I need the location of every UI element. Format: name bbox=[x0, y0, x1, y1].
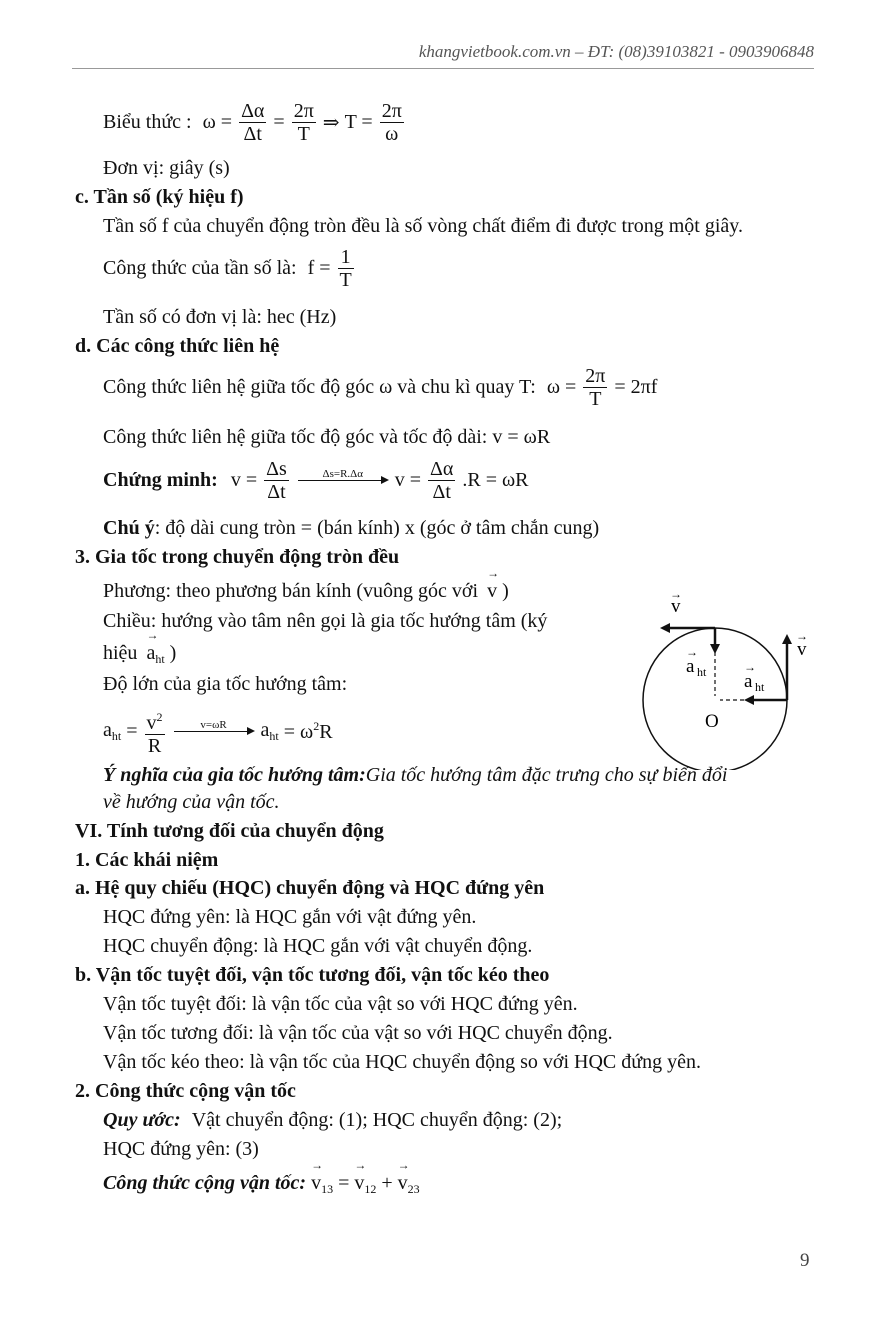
fraction-2pi-T: $\frac{2\pi}{T}$ bbox=[293, 100, 314, 145]
proof-label: Chứng minh: bbox=[103, 469, 218, 491]
T-equals: T = bbox=[344, 111, 373, 133]
page-number: 9 bbox=[800, 1250, 810, 1271]
svg-text:→: → bbox=[686, 645, 698, 659]
v-label-top: v bbox=[671, 596, 681, 617]
equals-sign: = bbox=[220, 111, 233, 133]
v-equals: v = bbox=[394, 469, 422, 491]
unit-line: Đơn vị: giây (s) bbox=[103, 157, 230, 179]
fraction-1-T: $\frac{1}{T}$ bbox=[339, 246, 352, 291]
note-label: Chú ý bbox=[103, 517, 155, 539]
convention-line-2: HQC đứng yên: (3) bbox=[103, 1138, 259, 1160]
meaning-label: Ý nghĩa của gia tốc hướng tâm: bbox=[103, 764, 366, 786]
r-omega-result: .R = ωR bbox=[462, 469, 529, 491]
substitution-arrow: Δs=R.Δα bbox=[298, 468, 388, 493]
relation-label: Công thức liên hệ giữa tốc độ góc và tốc độ dài: bbox=[103, 426, 488, 448]
frequency-formula bbox=[103, 246, 356, 291]
v-label-right: v bbox=[797, 639, 807, 660]
section-3-heading: 3. Gia tốc trong chuyển động tròn đều bbox=[75, 546, 400, 568]
orientation-line-2: hiệu → $a_{ht}$ ) bbox=[103, 642, 176, 667]
fraction-2pi-T: $\frac{2\pi}{T}$ bbox=[585, 365, 606, 410]
relative-velocity-definition: Vận tốc tương đối: là vận tốc của vật so với HQC chuyển động. bbox=[103, 1022, 613, 1044]
relation-label: Công thức liên hệ giữa tốc độ góc ω và chu kì quay T: bbox=[103, 376, 536, 398]
section-b-heading: b. Vận tốc tuyệt đối, vận tốc tương đối, vận tốc kéo theo bbox=[75, 964, 550, 986]
center-label: O bbox=[705, 711, 719, 732]
centripetal-diagram bbox=[640, 590, 820, 770]
formula-label: Công thức của tần số là: bbox=[103, 257, 297, 279]
section-c-heading: c. Tần số (ký hiệu f) bbox=[75, 186, 244, 208]
frame-moving-definition: HQC chuyển động: là HQC gắn với vật chuyển động. bbox=[103, 935, 533, 957]
fraction-ds-dt: $\frac{\Delta s}{\Delta t}$ bbox=[266, 458, 287, 503]
omega-v-relation bbox=[103, 426, 550, 449]
omega-symbol: ω bbox=[202, 111, 216, 133]
note-line bbox=[103, 517, 599, 540]
a-label-right: a bbox=[744, 671, 753, 692]
f-equals: f = bbox=[307, 257, 331, 279]
section-2-heading: 2. Công thức cộng vận tốc bbox=[75, 1080, 296, 1102]
orientation-line-1: Chiều: hướng vào tâm nên gọi là gia tốc hướng tâm (ký bbox=[103, 610, 548, 632]
two-pi-f: = 2πf bbox=[614, 376, 658, 398]
svg-text:→: → bbox=[670, 590, 682, 601]
period-formula bbox=[103, 100, 406, 145]
section-d-heading: d. Các công thức liên hệ bbox=[75, 335, 280, 357]
implies-sign: ⇒ bbox=[322, 112, 340, 134]
formula-label: Công thức cộng vận tốc: bbox=[103, 1172, 307, 1194]
direction-line: Phương: theo phương bán kính (vuông góc với → v ) bbox=[103, 580, 509, 603]
equals-sign: = bbox=[273, 111, 285, 133]
section-1-heading: 1. Các khái niệm bbox=[75, 849, 219, 871]
note-text: : độ dài cung tròn = (bán kính) x (góc ở tâm chắn cung) bbox=[154, 517, 600, 539]
v-vector: → v bbox=[487, 580, 497, 603]
a-vector: → a bbox=[146, 642, 155, 665]
v-equals: v = bbox=[230, 469, 258, 491]
svg-text:→: → bbox=[796, 629, 808, 643]
drag-velocity-definition: Vận tốc kéo theo: là vận tốc của HQC chuyển động so với HQC đứng yên. bbox=[103, 1051, 701, 1073]
substitution-arrow: v=ωR bbox=[174, 719, 254, 744]
svg-text:ht: ht bbox=[755, 680, 765, 694]
header-rule bbox=[72, 68, 814, 69]
proof-line bbox=[103, 458, 529, 503]
magnitude-label: Độ lớn của gia tốc hướng tâm: bbox=[103, 673, 348, 695]
section-vi-heading: VI. Tính tương đối của chuyển động bbox=[75, 820, 384, 842]
convention-label: Quy ước: bbox=[103, 1109, 181, 1131]
absolute-velocity-definition: Vận tốc tuyệt đối: là vận tốc của vật so với HQC đứng yên. bbox=[103, 993, 578, 1015]
omega-T-relation bbox=[103, 365, 657, 410]
frame-rest-definition: HQC đứng yên: là HQC gắn với vật đứng yên. bbox=[103, 906, 477, 928]
velocity-addition-formula: Công thức cộng vận tốc: → $v_{13}$ = → $v_{12}$ + → $v_{23}$ bbox=[103, 1172, 420, 1197]
svg-text:ht: ht bbox=[697, 665, 707, 679]
omega-equals: ω = bbox=[546, 376, 577, 398]
svg-text:→: → bbox=[744, 660, 756, 674]
v-omega-r: v = ωR bbox=[492, 426, 551, 448]
page-header: khangvietbook.com.vn – ĐT: (08)39103821 - 0903906848 bbox=[418, 42, 814, 61]
fraction-dalpha-dt: $\frac{\Delta\alpha}{\Delta t}$ bbox=[241, 100, 265, 145]
fraction-dalpha-dt: $\frac{\Delta\alpha}{\Delta t}$ bbox=[430, 458, 454, 503]
frequency-definition: Tần số f của chuyển động tròn đều là số vòng chất điểm đi được trong một giây. bbox=[103, 215, 743, 237]
fraction-v2-R: $\frac{v^2}{R}$ bbox=[145, 706, 165, 757]
convention-line: Quy ước: Vật chuyển động: (1); HQC chuyển động: (2); bbox=[103, 1109, 563, 1131]
meaning-line-1: Ý nghĩa của gia tốc hướng tâm:Gia tốc hướng tâm đặc trưng cho sự biến đổi bbox=[103, 764, 728, 786]
formula-label: Biểu thức : bbox=[103, 111, 192, 133]
a-label-left: a bbox=[686, 656, 695, 677]
fraction-2pi-omega: $\frac{2\pi}{\omega}$ bbox=[381, 100, 402, 145]
frequency-unit: Tần số có đơn vị là: hec (Hz) bbox=[103, 306, 337, 328]
centripetal-formula: $a_{ht}$ = $\frac{v^2}{R}$ v=ωR $a_{ht} = \omega^2R$ bbox=[103, 706, 333, 757]
section-a-heading: a. Hệ quy chiếu (HQC) chuyển động và HQC đứng yên bbox=[75, 877, 545, 899]
meaning-line-2: về hướng của vận tốc. bbox=[103, 791, 280, 813]
